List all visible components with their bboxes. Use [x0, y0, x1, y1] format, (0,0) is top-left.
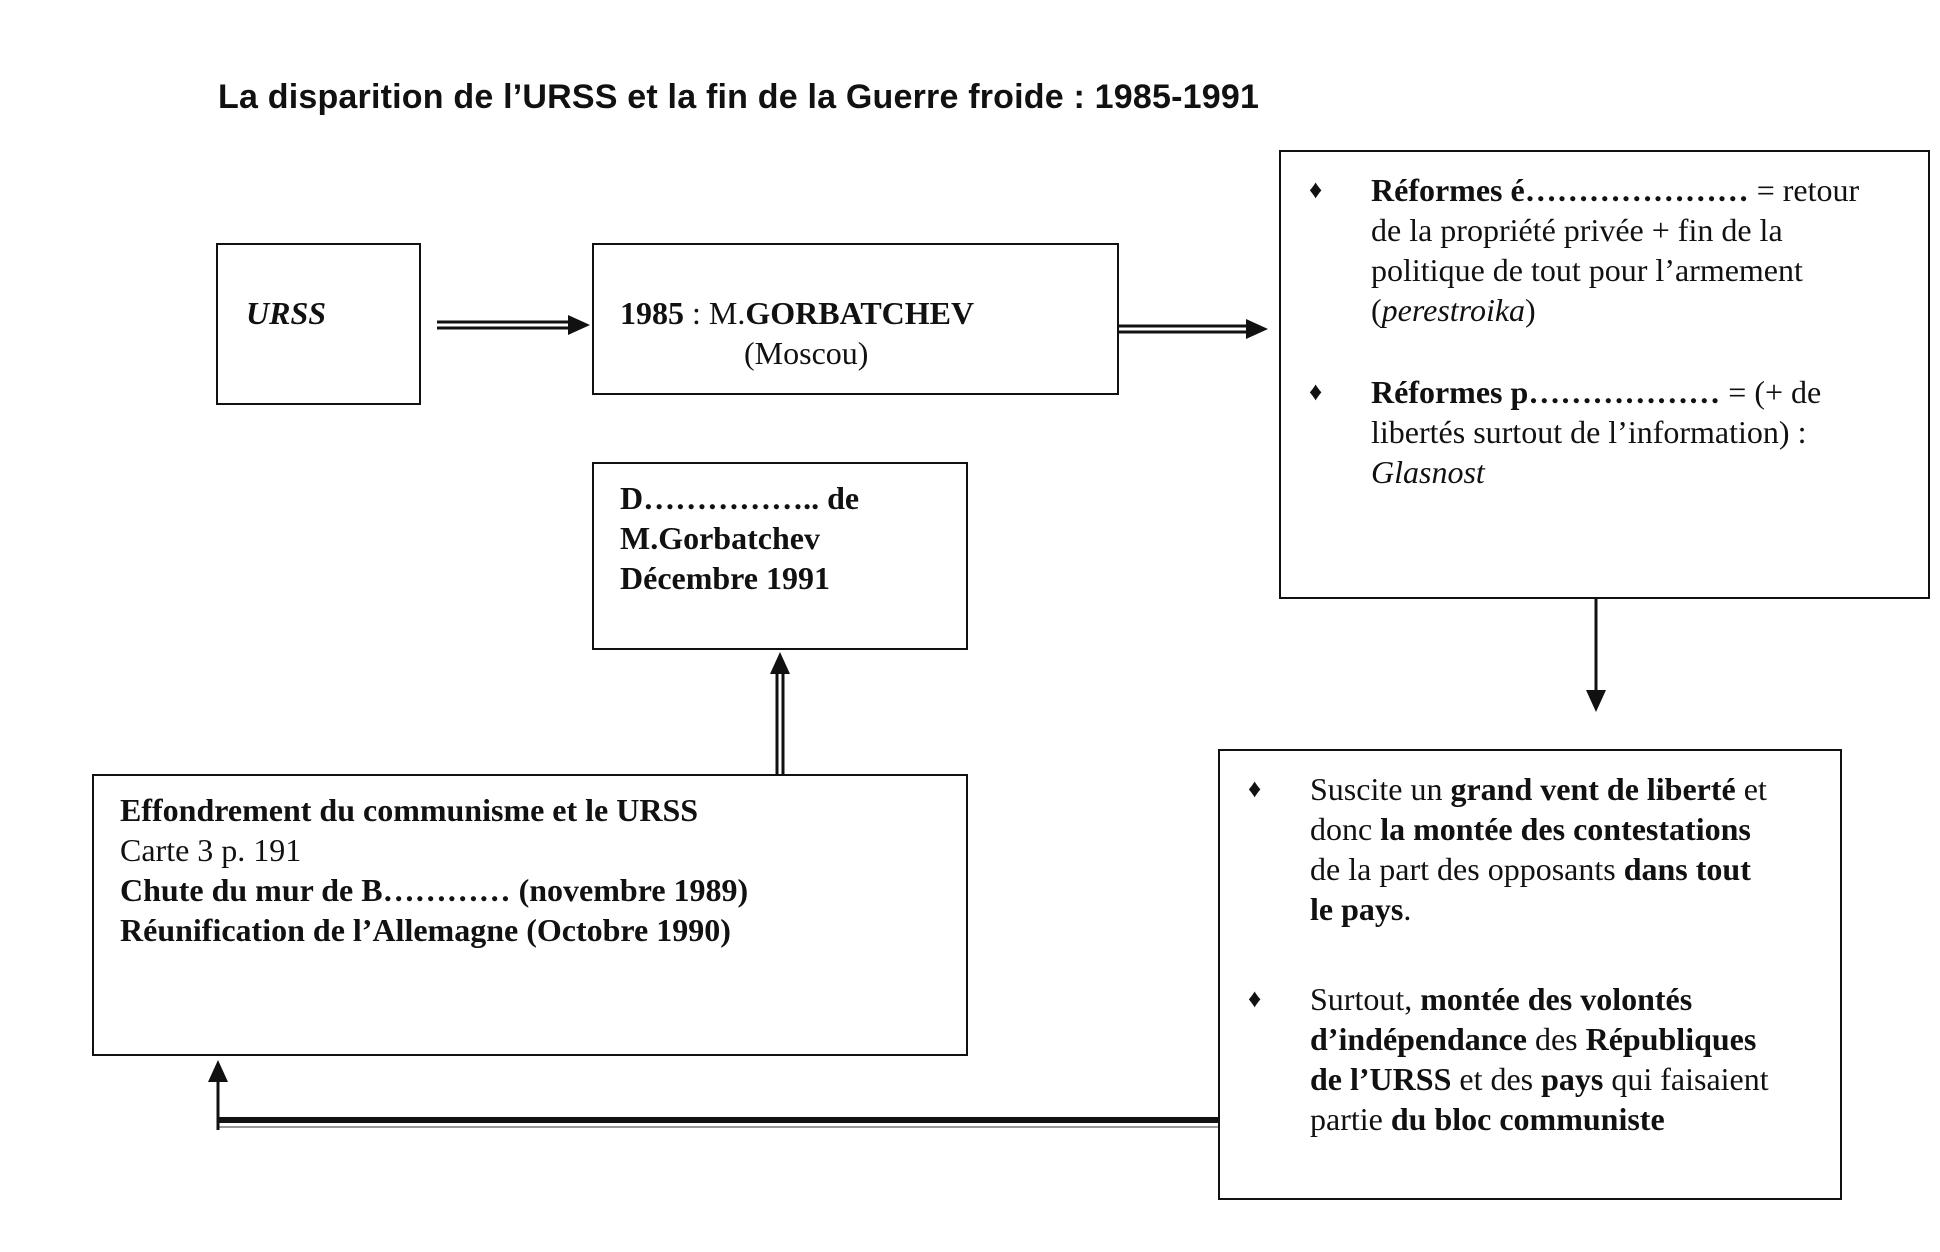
text-span: la montée des contestations	[1380, 811, 1751, 847]
text-span: Surtout,	[1310, 981, 1421, 1017]
demission-line2: M.Gorbatchev	[620, 520, 820, 556]
reformes-eco-rest: = retour	[1748, 172, 1860, 208]
perestroika-term: perestroika	[1381, 292, 1526, 328]
urss-box	[216, 243, 421, 405]
effondrement-line3: Chute du mur de B………… (novembre 1989)	[120, 872, 749, 908]
paren-close: )	[1525, 292, 1536, 328]
reformes-pol-rest: = (+ de	[1720, 374, 1822, 410]
demission-line1: D…………….. de	[620, 480, 860, 516]
demission-box	[592, 462, 968, 650]
text-span: des	[1526, 1021, 1586, 1057]
text-span: d’indépendance	[1310, 1021, 1527, 1057]
reformes-eco-line3: politique de tout pour l’armement	[1371, 252, 1803, 288]
text-span: grand vent de liberté	[1450, 771, 1736, 807]
reformes-pol	[1371, 372, 1821, 492]
reformes-pol-label: Réformes p………………	[1371, 374, 1721, 410]
text-span: montée des volontés	[1420, 981, 1693, 1017]
reformes-eco	[1371, 170, 1859, 330]
bullet-icon: ♦	[1248, 774, 1262, 803]
text-span: de l’URSS	[1310, 1061, 1452, 1097]
urss-label: URSS	[246, 295, 327, 331]
arrow-urss-to-gorbatchev	[437, 315, 590, 335]
paren-open: (	[1371, 292, 1382, 328]
gorbatchev-box	[592, 243, 1119, 395]
bullet-icon: ♦	[1309, 175, 1323, 204]
consequences-p2	[1310, 979, 1769, 1139]
consequences-box	[1218, 749, 1842, 1200]
text-span: et des	[1451, 1061, 1542, 1097]
gorbatchev-sep: : M.	[684, 295, 746, 331]
reformes-pol-line2: libertés surtout de l’information) :	[1371, 414, 1807, 450]
arrow-consequences-to-effondrement	[208, 1060, 1218, 1130]
effondrement-line2: Carte 3 p. 191	[120, 832, 302, 868]
arrow-gorbatchev-to-reformes	[1119, 319, 1268, 339]
text-span: de la part des opposants	[1310, 851, 1624, 887]
consequences-p1	[1310, 769, 1767, 929]
bullet-icon: ♦	[1248, 984, 1262, 1013]
text-span: pays	[1541, 1061, 1604, 1097]
text-span: qui faisaient	[1603, 1061, 1769, 1097]
reformes-box	[1279, 150, 1930, 599]
effondrement-line1: Effondrement du communisme et le URSS	[120, 792, 699, 828]
page-title: La disparition de l’URSS et la fin de la Guerre froide : 1985-1991	[218, 78, 1260, 116]
reformes-eco-label: Réformes é…………………	[1371, 172, 1749, 208]
bullet-icon: ♦	[1309, 377, 1323, 406]
gorbatchev-year: 1985	[620, 295, 684, 331]
gorbatchev-place: (Moscou)	[744, 335, 869, 371]
effondrement-line4: Réunification de l’Allemagne (Octobre 1990)	[120, 912, 731, 948]
gorbatchev-line	[620, 293, 974, 333]
text-span: et	[1735, 771, 1767, 807]
text-span: donc	[1310, 811, 1381, 847]
text-span: du bloc communiste	[1390, 1101, 1665, 1137]
effondrement-box	[92, 774, 968, 1056]
text-span: Républiques	[1585, 1021, 1757, 1057]
text-span: Suscite un	[1310, 771, 1451, 807]
reformes-eco-line2: de la propriété privée + fin de la	[1371, 212, 1783, 248]
demission-line3: Décembre 1991	[620, 560, 830, 596]
effondrement-text	[120, 790, 748, 950]
text-span: .	[1403, 891, 1412, 927]
arrow-effondrement-to-demission	[770, 652, 790, 774]
glasnost-term: Glasnost	[1371, 454, 1485, 490]
text-span: dans tout	[1623, 851, 1751, 887]
text-span: partie	[1310, 1101, 1391, 1137]
text-span: le pays	[1310, 891, 1404, 927]
demission-text	[620, 478, 859, 598]
gorbatchev-name: GORBATCHEV	[745, 295, 975, 331]
